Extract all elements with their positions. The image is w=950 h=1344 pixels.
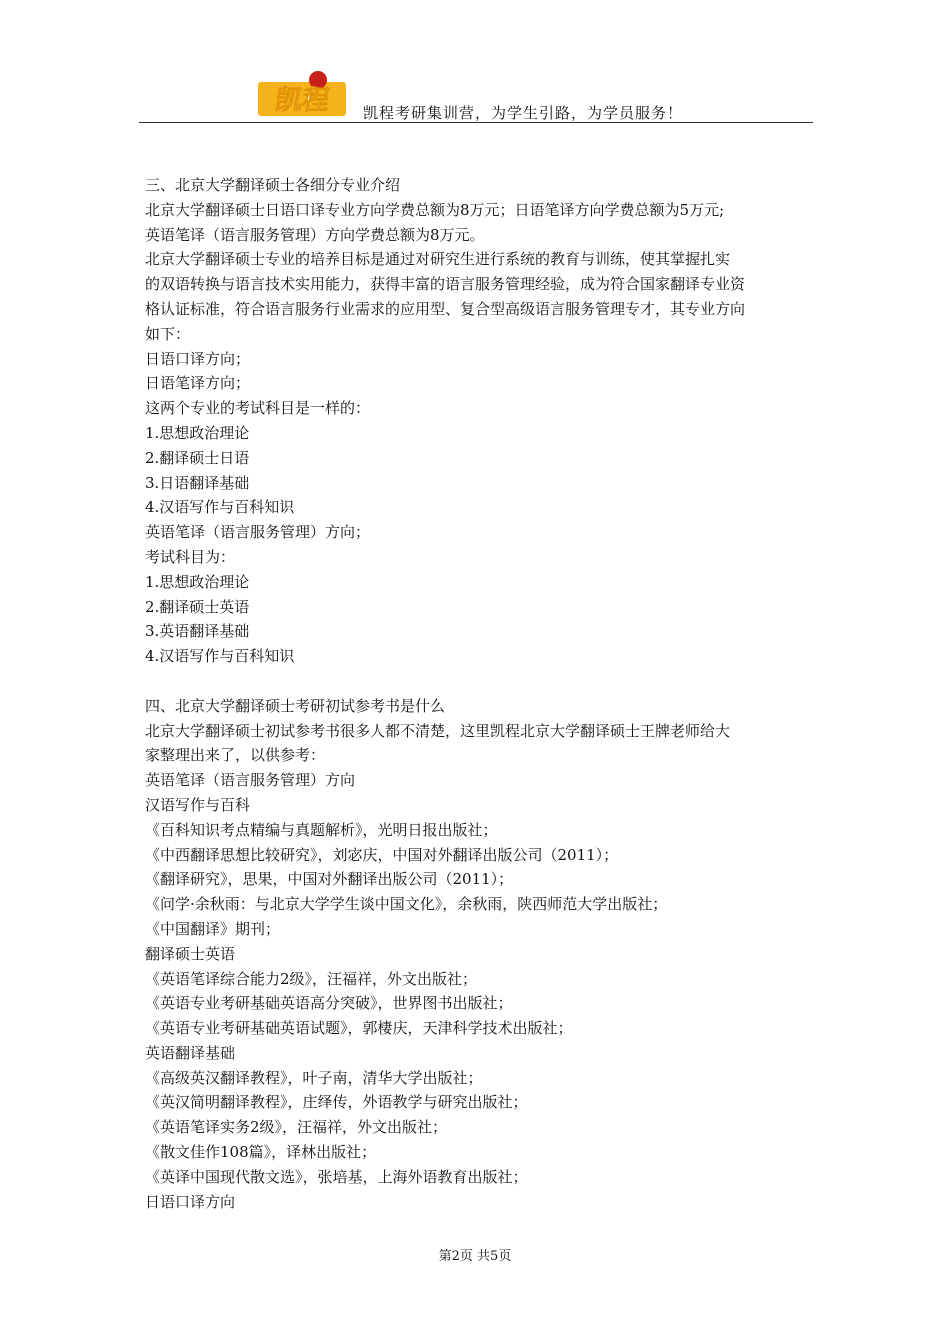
- text-line: 1.思想政治理论: [145, 423, 250, 442]
- text-line: 《中国翻译》期刊；: [145, 919, 281, 938]
- text-line: 《英汉简明翻译教程》，庄绎传，外语教学与研究出版社；: [145, 1093, 528, 1112]
- text-line: 格认证标准，符合语言服务行业需求的应用型、复合型高级语言服务管理专才，其专业方向: [145, 299, 746, 318]
- text-line: 英语笔译（语言服务管理）方向学费总额为8万元。: [145, 225, 485, 244]
- text-line: 北京大学翻译硕士日语口译专业方向学费总额为8万元；日语笔译方向学费总额为5万元;: [145, 200, 725, 219]
- header-slogan: 凯程考研集训营，为学生引路，为学员服务！: [363, 104, 684, 122]
- text-line: 汉语写作与百科: [145, 795, 251, 814]
- page-number: 第2页 共5页: [438, 1249, 512, 1264]
- text-line: 英语翻译基础: [145, 1043, 236, 1062]
- text-line: 2.翻译硕士日语: [145, 448, 250, 467]
- text-line: 如下：: [145, 324, 191, 343]
- text-line: 日语口译方向；: [145, 349, 251, 368]
- text-line: 三、北京大学翻译硕士各细分专业介绍: [145, 176, 401, 194]
- text-line: 的双语转换与语言技术实用能力，获得丰富的语言服务管理经验，成为符合国家翻译专业资: [145, 275, 746, 294]
- text-line: 《问学·余秋雨：与北京大学学生谈中国文化》，余秋雨，陕西师范大学出版社；: [145, 895, 668, 914]
- text-line: 《英语笔译实务2级》，汪福祥，外文出版社；: [145, 1118, 448, 1137]
- text-line: 北京大学翻译硕士专业的培养目标是通过对研究生进行系统的教育与训练，使其掌握扎实: [145, 250, 731, 269]
- page-header: [139, 62, 813, 124]
- header-divider: [139, 122, 813, 123]
- text-line: 4.汉语写作与百科知识: [145, 498, 295, 517]
- text-line: 2.翻译硕士英语: [145, 597, 250, 616]
- text-line: 英语笔译（语言服务管理）方向；: [145, 523, 371, 542]
- text-line: 《英语笔译综合能力2级》，汪福祥，外文出版社；: [145, 969, 478, 988]
- text-line: 3.日语翻译基础: [145, 473, 250, 492]
- text-line: 《英语专业考研基础英语试题》，郭棲庆，天津科学技术出版社；: [145, 1019, 573, 1038]
- text-line: 日语口译方向: [145, 1192, 236, 1211]
- text-line: 翻译硕士英语: [145, 944, 236, 963]
- text-line: 《散文佳作108篇》，译林出版社；: [145, 1143, 377, 1162]
- text-line: 《翻译研究》，思果，中国对外翻译出版公司（2011）；: [145, 870, 514, 889]
- text-line: 1.思想政治理论: [145, 572, 250, 591]
- text-line: 3.英语翻译基础: [145, 622, 250, 641]
- text-line: 《英译中国现代散文选》，张培基，上海外语教育出版社；: [145, 1167, 528, 1186]
- text-line: 日语笔译方向；: [145, 374, 251, 393]
- text-line: 4.汉语写作与百科知识: [145, 647, 295, 666]
- text-line: 这两个专业的考试科目是一样的：: [145, 399, 371, 418]
- text-line: 考试科目为：: [145, 547, 236, 566]
- text-line: 四、北京大学翻译硕士考研初试参考书是什么: [145, 696, 446, 715]
- kaicheng-logo: [256, 68, 348, 118]
- logo-text: 凯程: [272, 85, 332, 116]
- text-line: 《百科知识考点精编与真题解析》，光明日报出版社；: [145, 820, 498, 839]
- document-body: [145, 173, 813, 1214]
- text-line: 北京大学翻译硕士初试参考书很多人都不清楚，这里凯程北京大学翻译硕士王牌老师给大: [145, 721, 731, 740]
- paragraph-gap: [145, 669, 813, 694]
- text-line: 家整理出来了，以供参考：: [145, 746, 326, 765]
- text-line: 英语笔译（语言服务管理）方向: [145, 771, 356, 790]
- text-line: 《高级英汉翻译教程》，叶子南，清华大学出版社；: [145, 1068, 483, 1087]
- text-line: 《英语专业考研基础英语高分突破》，世界图书出版社；: [145, 994, 513, 1013]
- text-line: 《中西翻译思想比较研究》，刘宓庆，中国对外翻译出版公司（2011）；: [145, 845, 619, 864]
